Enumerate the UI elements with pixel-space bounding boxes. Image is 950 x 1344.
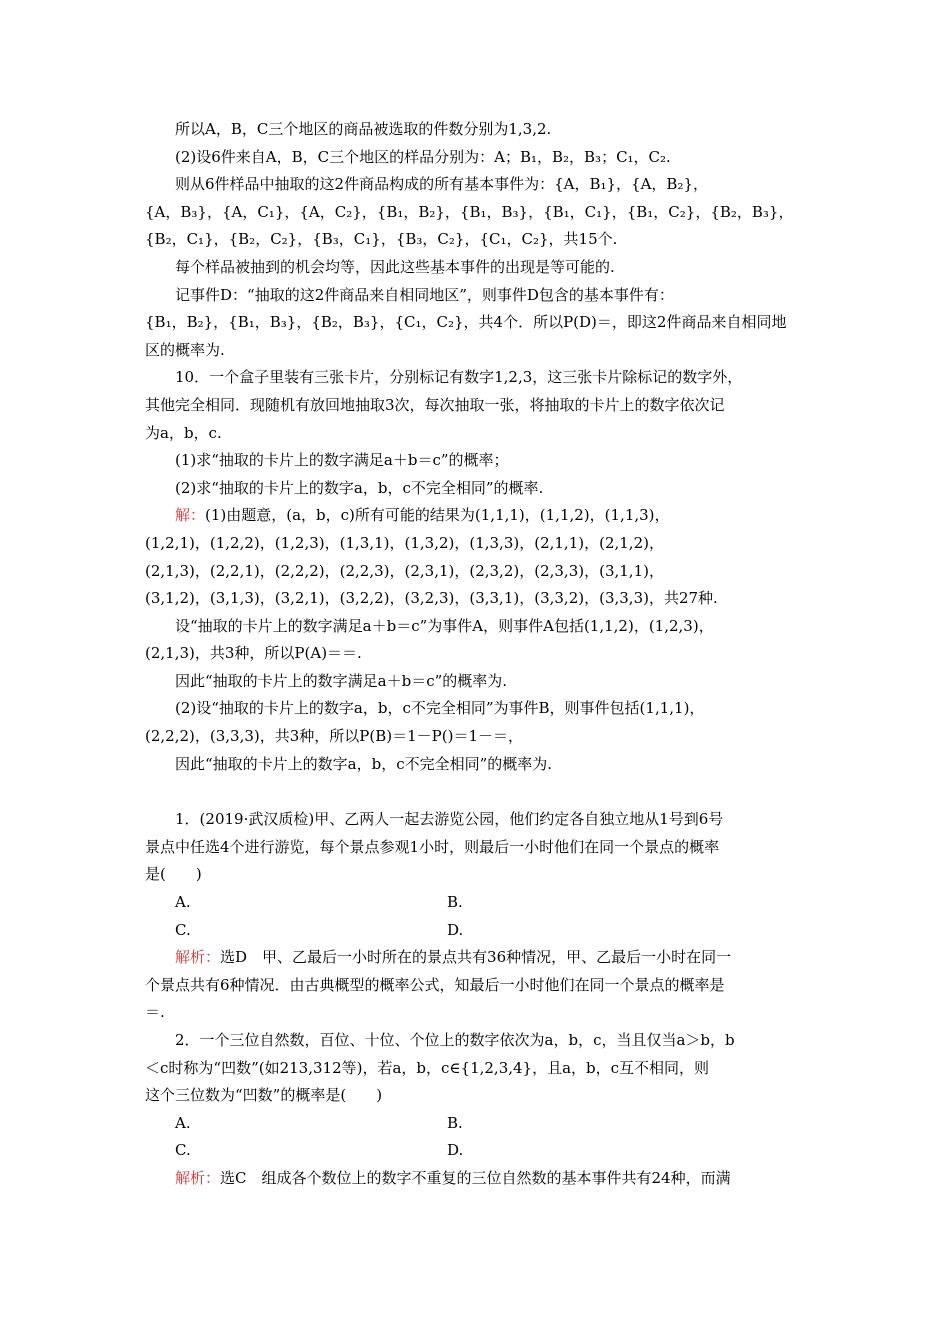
solution-line [145,502,825,530]
section-gap [145,778,825,806]
option-b: B. [447,893,463,912]
text-line: {A，B₃}，{A，C₁}，{A，C₂}，{B₁，B₂}，{B₁，B₃}，{B₁，C₁}，{B₁，C₂}，{B₂，B₃}， [145,202,794,221]
text-line: 则从6件样品中抽取的这2件商品构成的所有基本事件为：{A，B₁}，{A，B₂}， [175,175,709,194]
option-d: D. [447,1141,464,1160]
solution-line: (2,1,3)，(2,2,1)，(2,2,2)，(2,2,3)，(2,3,1)，(2,3,2)，(2,3,3)，(3,1,1)， [145,561,664,580]
text-line: {B₂，C₁}，{B₂，C₂}，{B₃，C₁}，{B₃，C₂}，{C₁，C₂}，共15个. [145,230,618,249]
text-line: {B₁，B₂}，{B₁，B₃}，{B₂，B₃}，{C₁，C₂}，共4个．所以P(D)＝，即这2件商品来自相同地 [145,313,787,332]
solution-line: 设“抽取的卡片上的数字满足a＋b＝c”为事件A，则事件A包括(1,1,2)，(1,2,3)， [175,616,714,635]
solution-text: (1)由题意，(a，b，c)所有可能的结果为(1,1,1)，(1,1,2)，(1,1,3)， [205,506,670,525]
solution-line: (2)设“抽取的卡片上的数字a，b，c不完全相同”为事件B，则事件包括(1,1,1)， [175,699,705,718]
question-1-stem: 1．(2019·武汉质检)甲、乙两人一起去游览公园，他们约定各自独立地从1号到6号 [175,810,724,829]
solution-line: 因此“抽取的卡片上的数字a，b，c不完全相同”的概率为. [175,754,553,773]
option-c: C. [175,1141,191,1160]
solution-line: (3,1,2)，(3,1,3)，(3,2,1)，(3,2,2)，(3,2,3)，(3,3,1)，(3,3,2)，(3,3,3)，共27种. [145,589,718,608]
analysis-label: 解析： [175,1168,221,1187]
problem-10-stem: 其他完全相同．现随机有放回地抽取3次，每次抽取一张，将抽取的卡片上的数字依次记 [145,395,725,414]
question-1-options-row [145,889,825,917]
analysis-label: 解析： [175,948,221,967]
text-line: 区的概率为. [145,340,225,359]
text-line: 每个样品被抽到的机会均等，因此这些基本事件的出现是等可能的. [175,257,615,276]
analysis-line [145,944,825,972]
question-2-stem: ＜c时称为“凹数”(如213,312等)，若a，b，c∈{1,2,3,4}，且a，b，c互不相同，则 [145,1058,710,1077]
question-1-stem: 景点中任选4个进行游览，每个景点参观1小时，则最后一小时他们在同一个景点的概率 [145,837,720,856]
problem-10-question-1: (1)求“抽取的卡片上的数字满足a＋b＝c”的概率； [175,451,509,470]
option-c: C. [175,920,191,939]
document-page [145,116,825,1193]
solution-line: 因此“抽取的卡片上的数字满足a＋b＝c”的概率为. [175,671,508,690]
analysis-line [145,1165,825,1193]
question-2-options-row [145,1137,825,1165]
solution-line: (1,2,1)，(1,2,2)，(1,2,3)，(1,3,1)，(1,3,2)，(1,3,3)，(2,1,1)，(2,1,2)， [145,533,664,552]
analysis-line: 个景点共有6种情况．由古典概型的概率公式，知最后一小时他们在同一个景点的概率是 [145,975,725,994]
solution-label: 解： [175,506,206,525]
solution-line: (2,2,2)，(3,3,3)，共3种，所以P(B)＝1－P()＝1－＝， [145,727,523,746]
problem-10-stem: 为a，b，c. [145,423,222,442]
option-a: A. [175,893,191,912]
analysis-text: 选C 组成各个数位上的数字不重复的三位自然数的基本事件共有24种，而满 [220,1168,731,1187]
problem-10-question-2: (2)求“抽取的卡片上的数字a，b，c不完全相同”的概率. [175,478,544,497]
question-2-stem: 2．一个三位自然数，百位、十位、个位上的数字依次为a，b，c，当且仅当a＞b，b [175,1031,735,1049]
option-b: B. [447,1113,463,1132]
question-2-stem: 这个三位数为“凹数”的概率是( ) [145,1086,383,1105]
problem-10-stem: 10．一个盒子里装有三张卡片，分别标记有数字1,2,3，这三张卡片除标记的数字外， [175,368,743,387]
question-1-stem: 是( ) [145,865,202,884]
solution-line: (2,1,3)，共3种，所以P(A)＝＝. [145,644,362,663]
question-1-options-row [145,917,825,945]
option-a: A. [175,1113,191,1132]
text-line: (2)设6件来自A，B，C三个地区的样品分别为：A；B₁，B₂，B₃；C₁，C₂. [175,147,671,166]
analysis-line: ＝. [145,1003,165,1022]
text-line: 所以A，B，C三个地区的商品被选取的件数分别为1,3,2. [175,120,552,138]
text-line: 记事件D：“抽取的这2件商品来自相同地区”，则事件D包含的基本事件有： [175,285,674,304]
analysis-text: 选D 甲、乙最后一小时所在的景点共有36种情况，甲、乙最后一小时在同一 [220,948,732,967]
option-d: D. [447,920,464,939]
question-2-options-row [145,1110,825,1138]
